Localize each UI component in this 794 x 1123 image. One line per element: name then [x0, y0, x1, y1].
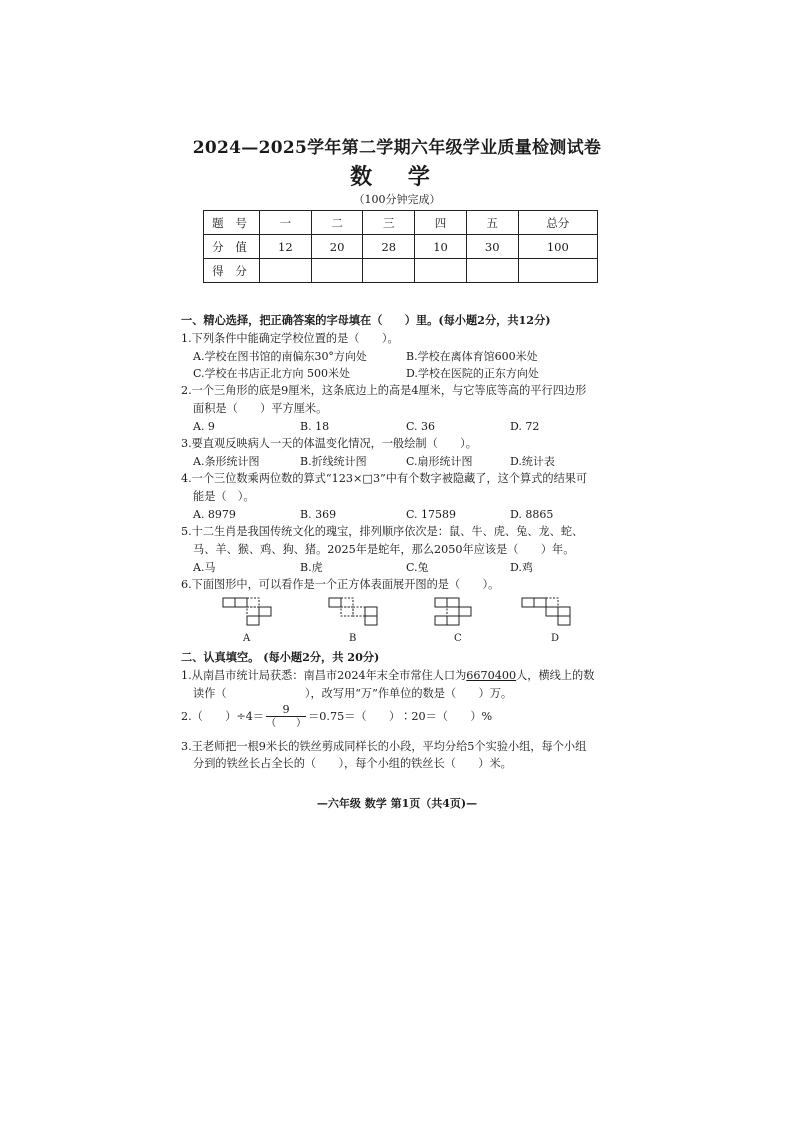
row-label-points: 分 值 — [204, 235, 260, 259]
q4-option-c[interactable]: C. 17589 — [406, 508, 457, 521]
column-4: 四 — [415, 211, 467, 235]
q1-stem: 1.下列条件中能确定学校位置的是（ ）。 — [181, 332, 399, 345]
q1-option-d[interactable]: D.学校在医院的正东方向处 — [406, 367, 539, 380]
cube-net-b-figure[interactable] — [328, 597, 378, 631]
row-label-score: 得 分 — [204, 259, 260, 283]
cube-net-c-label: C — [454, 633, 462, 644]
points-total: 100 — [518, 235, 597, 259]
s2-q3-line2: 分到的铁丝长占全长的（ ），每个小组的铁丝长（ ）米。 — [193, 757, 512, 770]
score-cell-total[interactable] — [518, 259, 597, 283]
s2-q1-line1-pre: 1.从南昌市统计局获悉：南昌市2024年末全市常住人口为 — [181, 669, 467, 682]
section2-heading: 二、认真填空。 (每小题2分，共 20分) — [181, 650, 380, 664]
q3-option-a[interactable]: A.条形统计图 — [193, 455, 260, 468]
score-table-row-header — [204, 211, 598, 235]
q4-option-b[interactable]: B. 369 — [300, 508, 337, 521]
score-cell-1[interactable] — [260, 259, 312, 283]
page-footer: —六年级 数学 第1页（共4页)— — [316, 797, 478, 810]
q5-option-a[interactable]: A.马 — [193, 561, 216, 574]
fraction — [266, 703, 306, 730]
s2-q1-line1 — [181, 668, 594, 683]
q3-option-d[interactable]: D.统计表 — [510, 455, 555, 468]
score-cell-3[interactable] — [363, 259, 415, 283]
s2-q3-line1: 3.王老师把一根9米长的铁丝剪成同样长的小段，平均分给5个实验小组，每个小组 — [181, 740, 587, 753]
q5-option-d[interactable]: D.鸡 — [510, 561, 533, 574]
score-table-row-score — [204, 259, 598, 283]
q2-stem-line2: 面积是（ ）平方厘米。 — [193, 402, 328, 415]
points-1: 12 — [260, 235, 312, 259]
q4-option-a[interactable]: A. 8979 — [193, 508, 236, 521]
s2-q2-line — [181, 703, 492, 733]
q4-stem-line2: 能是（ ）。 — [193, 490, 255, 503]
s2-q1-line1-post: 人，横线上的数 — [516, 669, 595, 682]
exam-duration: （100分钟完成） — [353, 193, 441, 206]
points-3: 28 — [363, 235, 415, 259]
cube-net-a-label: A — [243, 633, 251, 644]
q1-option-b[interactable]: B.学校在离体育馆600米处 — [406, 350, 538, 363]
points-5: 30 — [466, 235, 518, 259]
q6-stem: 6.下面图形中，可以看作是一个正方体表面展开图的是（ ）。 — [181, 578, 500, 591]
fraction-denominator[interactable]: （ ） — [266, 718, 307, 729]
q2-option-b[interactable]: B. 18 — [300, 420, 330, 433]
q2-stem-line1: 2.一个三角形的底是9厘米，这条底边上的高是4厘米，与它等底等高的平行四边形 — [181, 384, 587, 397]
q2-option-d[interactable]: D. 72 — [510, 420, 540, 433]
q2-option-a[interactable]: A. 9 — [193, 420, 215, 433]
score-cell-5[interactable] — [466, 259, 518, 283]
q3-option-b[interactable]: B.折线统计图 — [300, 455, 367, 468]
fraction-numerator: 9 — [266, 703, 306, 717]
exam-title: 2024—2025学年第二学期六年级学业质量检测试卷 — [192, 138, 602, 158]
column-2: 二 — [311, 211, 363, 235]
score-cell-4[interactable] — [415, 259, 467, 283]
cube-net-a-figure[interactable] — [222, 597, 272, 631]
subject-title: 数 学 — [350, 164, 444, 190]
row-label-question-number: 题 号 — [204, 211, 260, 235]
cube-net-c-figure[interactable] — [434, 597, 474, 631]
column-5: 五 — [466, 211, 518, 235]
points-4: 10 — [415, 235, 467, 259]
score-table-row-points — [204, 235, 598, 259]
score-table — [203, 210, 598, 283]
column-total: 总分 — [518, 211, 597, 235]
q1-option-c[interactable]: C.学校在书店正北方向 500米处 — [193, 367, 351, 380]
q4-option-d[interactable]: D. 8865 — [510, 508, 554, 521]
column-3: 三 — [363, 211, 415, 235]
q5-stem-line1: 5.十二生肖是我国传统文化的瑰宝，排列顺序依次是：鼠、牛、虎、兔、龙、蛇、 — [181, 525, 584, 538]
cube-net-b-label: B — [349, 633, 357, 644]
s2-q2-post: ＝0.75＝（ ）∶20＝（ ）% — [308, 710, 493, 723]
points-2: 20 — [311, 235, 363, 259]
column-1: 一 — [260, 211, 312, 235]
q2-option-c[interactable]: C. 36 — [406, 420, 436, 433]
q5-stem-line2: 马、羊、猴、鸡、狗、猪。2025年是蛇年，那么2050年应该是（ ）年。 — [193, 543, 575, 556]
s2-q1-line2: 读作（ ），改写用“万”作单位的数是（ ）万。 — [193, 687, 513, 700]
q5-option-c[interactable]: C.兔 — [406, 561, 429, 574]
score-cell-2[interactable] — [311, 259, 363, 283]
cube-net-d-figure[interactable] — [521, 597, 571, 631]
population-number: 6670400 — [466, 669, 517, 682]
q5-option-b[interactable]: B.虎 — [300, 561, 323, 574]
section1-heading: 一、精心选择，把正确答案的字母填在（ ）里。(每小题2分，共12分) — [181, 313, 551, 327]
s2-q2-pre: 2.（ ）÷4＝ — [181, 710, 265, 723]
cube-net-d-label: D — [551, 633, 560, 644]
q3-stem: 3.要直观反映病人一天的体温变化情况，一般绘制（ ）。 — [181, 437, 477, 450]
q4-stem-line1: 4.一个三位数乘两位数的算式“123×□3”中有个数字被隐藏了，这个算式的结果可 — [181, 472, 588, 485]
q3-option-c[interactable]: C.扇形统计图 — [406, 455, 473, 468]
q1-option-a[interactable]: A.学校在图书馆的南偏东30°方向处 — [193, 350, 367, 363]
